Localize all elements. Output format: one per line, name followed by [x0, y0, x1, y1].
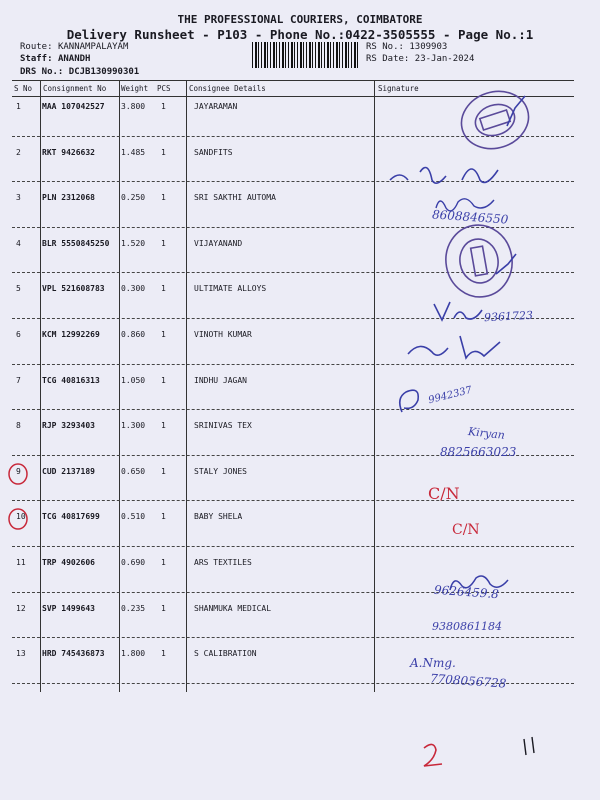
cell-pcs: 1 — [161, 147, 166, 157]
signature-row6 — [400, 326, 510, 366]
cell-consignee: BABY SHELA — [194, 512, 243, 522]
handwritten-cn-row10: C/N — [452, 522, 480, 538]
handwritten-phone-row3: 8608846550 — [431, 207, 509, 227]
col-header-weight: Weight — [121, 84, 149, 93]
col-divider — [186, 80, 187, 692]
handwritten-cn-row9: C/N — [428, 484, 460, 503]
col-header-consignment: Consignment No — [43, 84, 107, 93]
cell-weight: 0.650 — [121, 466, 146, 476]
cell-pcs: 1 — [161, 193, 166, 203]
footer-mark-2 — [420, 740, 450, 770]
handwritten-phone-row8: 8825663023 — [440, 445, 517, 459]
cell-consignee: SRINIVAS TEX — [194, 421, 252, 431]
handwritten-phone-row5: 9361723 — [483, 308, 534, 325]
rs-date-value: 23-Jan-2024 — [414, 54, 475, 64]
cell-pcs: 1 — [161, 102, 166, 111]
cell-consignment: TRP 4902606 — [42, 558, 95, 567]
handwritten-name-row8: Kiryan — [467, 425, 506, 442]
route-line: Route: KANNAMPALAYAM — [20, 42, 129, 52]
cell-consignee: ULTIMATE ALLOYS — [194, 284, 267, 294]
cell-consignment: HRD 745436873 — [42, 649, 105, 659]
cell-consignment: TCG 40817699 — [42, 512, 100, 522]
company-title: THE PROFESSIONAL COURIERS, COIMBATORE — [177, 13, 423, 26]
cell-weight: 1.800 — [121, 649, 146, 659]
col-header-consignee: Consignee Details — [189, 84, 266, 93]
cell-consignment: BLR 5550845250 — [42, 238, 110, 248]
cell-consignment: VPL 521608783 — [42, 284, 105, 294]
row-divider — [12, 546, 574, 547]
red-circle-marks — [4, 460, 34, 530]
col-divider — [40, 80, 41, 692]
cell-consignee: S CALIBRATION — [194, 649, 257, 659]
col-divider — [119, 80, 120, 692]
cell-pcs: 1 — [161, 238, 166, 248]
cell-sno: 5 — [16, 284, 21, 294]
cell-pcs: 1 — [161, 512, 166, 522]
route-value: KANNAMPALAYAM — [57, 42, 129, 52]
row-divider — [12, 409, 574, 410]
cell-sno: 2 — [16, 147, 21, 157]
cell-consignment: RJP 3293403 — [42, 421, 95, 431]
cell-weight: 3.800 — [121, 102, 146, 111]
cell-consignee: SHANMUKA MEDICAL — [194, 603, 272, 613]
cell-consignee: INDHU JAGAN — [194, 375, 247, 385]
cell-sno: 3 — [16, 193, 21, 203]
cell-weight: 0.510 — [121, 512, 146, 522]
cell-sno: 4 — [16, 238, 21, 248]
cell-consignee: VIJAYANAND — [194, 238, 243, 248]
company-seal-stamp — [455, 86, 535, 154]
footer-mark-11 — [518, 735, 542, 759]
staff-line: Staff: ANANDH — [20, 54, 91, 64]
row-divider — [12, 500, 574, 501]
drs-line: DRS No.: DCJB130990301 — [20, 67, 140, 77]
cell-consignment: TCG 40816313 — [42, 375, 100, 385]
cell-sno: 11 — [16, 558, 26, 567]
signature-row2 — [380, 150, 530, 194]
staff-value: ANANDH — [57, 54, 91, 64]
cell-pcs: 1 — [161, 284, 166, 294]
cell-weight: 0.690 — [121, 558, 146, 567]
cell-pcs: 1 — [161, 421, 166, 431]
cell-pcs: 1 — [161, 466, 166, 476]
rs-no-line: RS No.: 1309903 — [366, 42, 448, 52]
col-header-pcs: PCS — [157, 84, 171, 93]
cell-weight: 0.300 — [121, 284, 146, 294]
cell-weight: 1.300 — [121, 421, 146, 431]
cell-consignee: JAYARAMAN — [194, 102, 238, 111]
cell-sno: 7 — [16, 375, 21, 385]
cell-consignee: VINOTH KUMAR — [194, 330, 252, 339]
cell-sno: 9 — [16, 466, 21, 476]
handwritten-name-row13: A.Nmg. — [410, 656, 456, 670]
col-header-sno: S No — [14, 84, 33, 93]
company-seal-stamp — [438, 218, 520, 304]
cell-weight: 0.235 — [121, 603, 146, 613]
col-divider — [374, 80, 375, 692]
cell-consignment: MAA 107042527 — [42, 102, 105, 111]
row-divider — [12, 637, 574, 638]
cell-sno: 8 — [16, 421, 21, 431]
signature-row7 — [392, 378, 432, 418]
cell-sno: 6 — [16, 330, 21, 339]
cell-weight: 1.050 — [121, 375, 146, 385]
rs-date-line: RS Date: 23-Jan-2024 — [366, 54, 475, 64]
cell-sno: 1 — [16, 102, 21, 111]
barcode — [252, 42, 360, 68]
handwritten-phone-row7: 9942337 — [427, 384, 474, 407]
cell-consignment: SVP 1499643 — [42, 603, 95, 613]
cell-pcs: 1 — [161, 558, 166, 567]
col-header-signature: Signature — [378, 84, 419, 93]
cell-consignment: RKT 9426632 — [42, 147, 95, 157]
handwritten-phone-row11: 9626459.8 — [433, 582, 500, 602]
drs-value: DCJB130990301 — [68, 67, 140, 77]
cell-pcs: 1 — [161, 330, 166, 339]
runsheet-title: Delivery Runsheet - P103 - Phone No.:0422-3505555 - Page No.:1 — [66, 27, 534, 42]
cell-consignment: CUD 2137189 — [42, 466, 95, 476]
cell-consignee: SANDFITS — [194, 147, 233, 157]
cell-weight: 0.860 — [121, 330, 146, 339]
cell-pcs: 1 — [161, 649, 166, 659]
cell-pcs: 1 — [161, 375, 166, 385]
cell-weight: 0.250 — [121, 193, 146, 203]
cell-sno: 13 — [16, 649, 26, 659]
cell-consignment: KCM 12992269 — [42, 330, 100, 339]
cell-consignee: STALY JONES — [194, 466, 247, 476]
cell-consignment: PLN 2312068 — [42, 193, 95, 203]
cell-consignee: ARS TEXTILES — [194, 558, 252, 567]
cell-weight: 1.485 — [121, 147, 146, 157]
handwritten-phone-row12: 9380861184 — [432, 620, 502, 633]
cell-pcs: 1 — [161, 603, 166, 613]
table-top-rule — [12, 80, 574, 81]
handwritten-phone-row13: 7708056728 — [429, 671, 507, 691]
cell-sno: 10 — [16, 512, 26, 522]
cell-sno: 12 — [16, 603, 26, 613]
rs-no-value: 1309903 — [409, 42, 448, 52]
cell-weight: 1.520 — [121, 238, 146, 248]
cell-consignee: SRI SAKTHI AUTOMA — [194, 193, 276, 203]
